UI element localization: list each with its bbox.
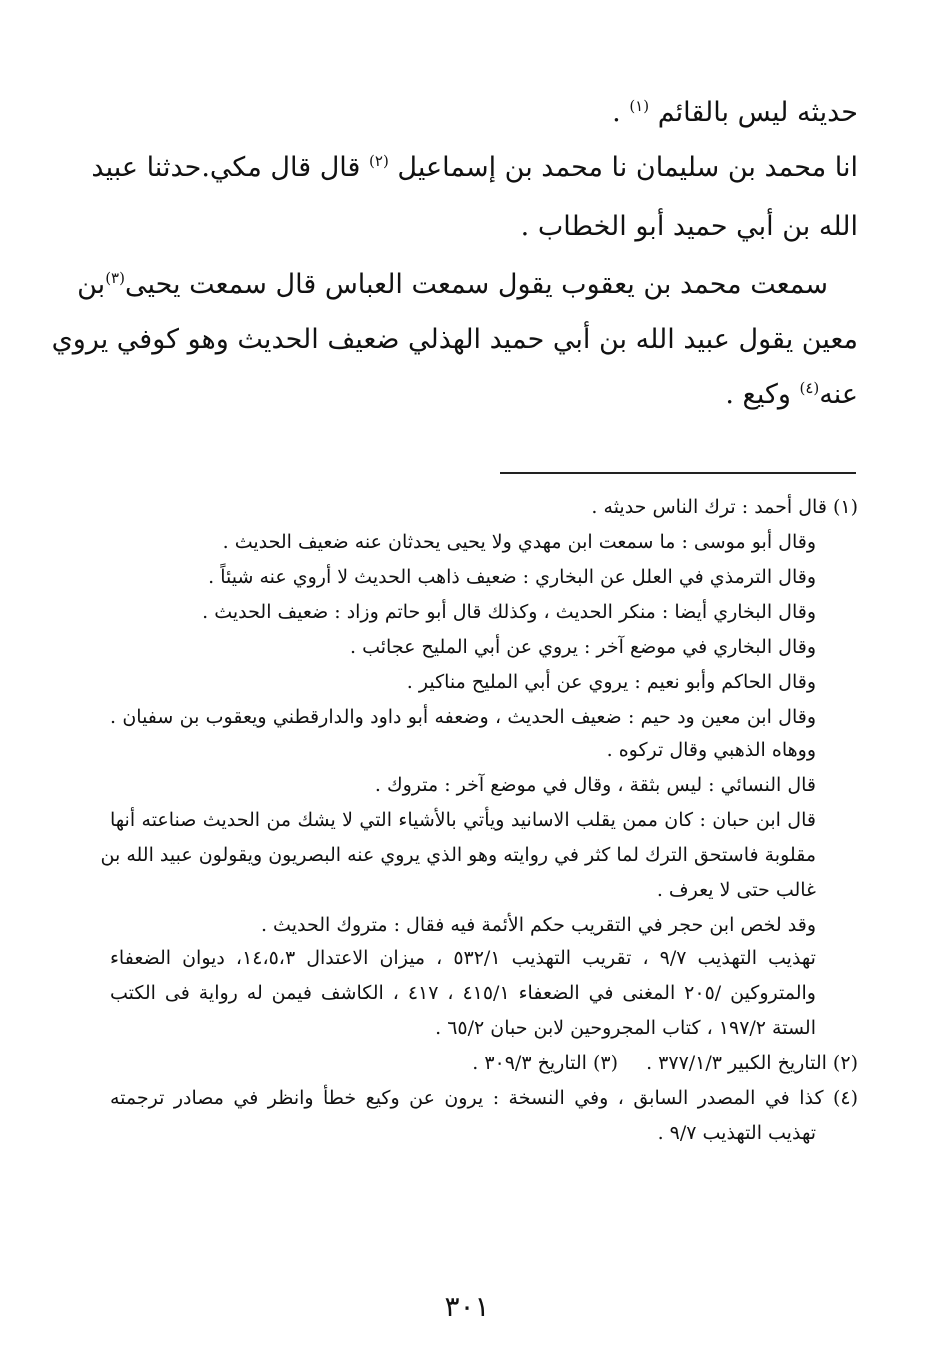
footnote-4-line: تهذيب التهذيب ٩/٧ . xyxy=(657,1122,816,1144)
main-text-segment: انا محمد بن سليمان نا محمد بن إسماعيل xyxy=(397,152,858,183)
footnote-line: قال ابن حبان : كان ممن يقلب الاسانيد ويأتي بالأشياء التي لا يشك من الحديث صناعته أنها xyxy=(110,809,816,831)
footnote-line: وقال البخاري أيضا : منكر الحديث ، وكذلك قال أبو حاتم وزاد : ضعيف الحديث . xyxy=(202,601,816,623)
footnote-4-line: (٤) كذا في المصدر السابق ، وفي النسخة : يرون عن وكيع خطأ وانظر في مصادر ترجمته xyxy=(110,1087,858,1109)
footnote-line: وقد لخص ابن حجر في التقريب حكم الأئمة فيه فقال : متروك الحديث . xyxy=(260,914,816,936)
page-number: ٣٠١ xyxy=(444,1290,490,1323)
footnote-line: غالب حتى لا يعرف . xyxy=(656,879,816,901)
footnote-line: والمتروكين /٢٠٥ المغنى في الضعفاء ٤١٥/١ ، ٤١٧ ، الكاشف فيمن له رواية فى الكتب xyxy=(110,982,816,1004)
main-text-line xyxy=(110,380,858,410)
footnote-ref-2: (٢) xyxy=(369,152,389,170)
footnote-line: مقلوبة فاستحق الترك لما كثر في روايته وهو الذي يروي عنه البصريون ويقولون عبيد الله بن xyxy=(100,844,816,866)
main-text-line xyxy=(91,152,858,183)
main-text-line: الله بن أبي حميد أبو الخطاب . xyxy=(520,211,858,242)
main-text-segment: بن xyxy=(77,269,106,300)
main-text-segment: عنه xyxy=(819,379,858,410)
footnote-divider xyxy=(500,472,856,474)
main-text-line xyxy=(110,98,858,128)
footnote-line: (١) قال أحمد : ترك الناس حديثه . xyxy=(591,496,858,518)
footnote-2: (٢) التاريخ الكبير ٣٧٧/١/٣ . xyxy=(646,1052,858,1074)
footnote-line: وقال أبو موسى : ما سمعت ابن مهدي ولا يحيى يحدثان عنه ضعيف الحديث . xyxy=(222,531,816,553)
footnotes-block xyxy=(100,492,858,1153)
footnote-line: الستة ١٩٧/٢ ، كتاب المجروحين لابن حبان ٦٥/٢ . xyxy=(435,1017,816,1039)
main-text-segment: حديثه ليس بالقائم xyxy=(657,97,858,128)
main-text-line: معين يقول عبيد الله بن أبي حميد الهذلي ضعيف الحديث وهو كوفي يروي xyxy=(51,324,858,355)
main-text-segment: سمعت محمد بن يعقوب يقول سمعت العباس قال سمعت يحيى xyxy=(124,269,828,300)
main-text-segment: وكيع . xyxy=(725,379,800,410)
footnote-line: وقال ابن معين ود حيم : ضعيف الحديث ، وضعفه أبو داود والدارقطني ويعقوب بن سفيان . xyxy=(110,706,816,728)
main-text-line xyxy=(77,269,858,300)
footnote-3: (٣) التاريخ ٣٠٩/٣ . xyxy=(472,1052,618,1074)
footnote-pair-row xyxy=(110,1048,858,1078)
footnote-line: وقال الحاكم وأبو نعيم : يروي عن أبي المليح مناكير . xyxy=(406,671,816,693)
footnote-ref-1: (١) xyxy=(629,97,650,115)
footnote-ref-3: (٣) xyxy=(105,269,125,287)
footnote-ref-4: (٤) xyxy=(799,379,820,397)
footnote-line: تهذيب التهذيب ٩/٧ ، تقريب التهذيب ٥٣٢/١ ، ميزان الاعتدال ١٤،٥،٣، ديوان الضعفاء xyxy=(110,947,816,969)
footnote-line: قال النسائي : ليس بثقة ، وقال في موضع آخر : متروك . xyxy=(374,774,816,796)
footnote-line: ووهاه الذهبي وقال تركوه . xyxy=(606,739,816,761)
main-text-segment: . xyxy=(612,97,630,128)
footnote-line: وقال البخاري في موضع آخر : يروي عن أبي المليح عجائب . xyxy=(350,636,816,658)
main-text-block xyxy=(51,97,858,435)
footnote-line: وقال الترمذي في العلل عن البخاري : ضعيف ذاهب الحديث لا أروي عنه شيئاً . xyxy=(208,566,816,588)
main-text-segment: قال قال مكي.حدثنا عبيد xyxy=(91,152,370,183)
